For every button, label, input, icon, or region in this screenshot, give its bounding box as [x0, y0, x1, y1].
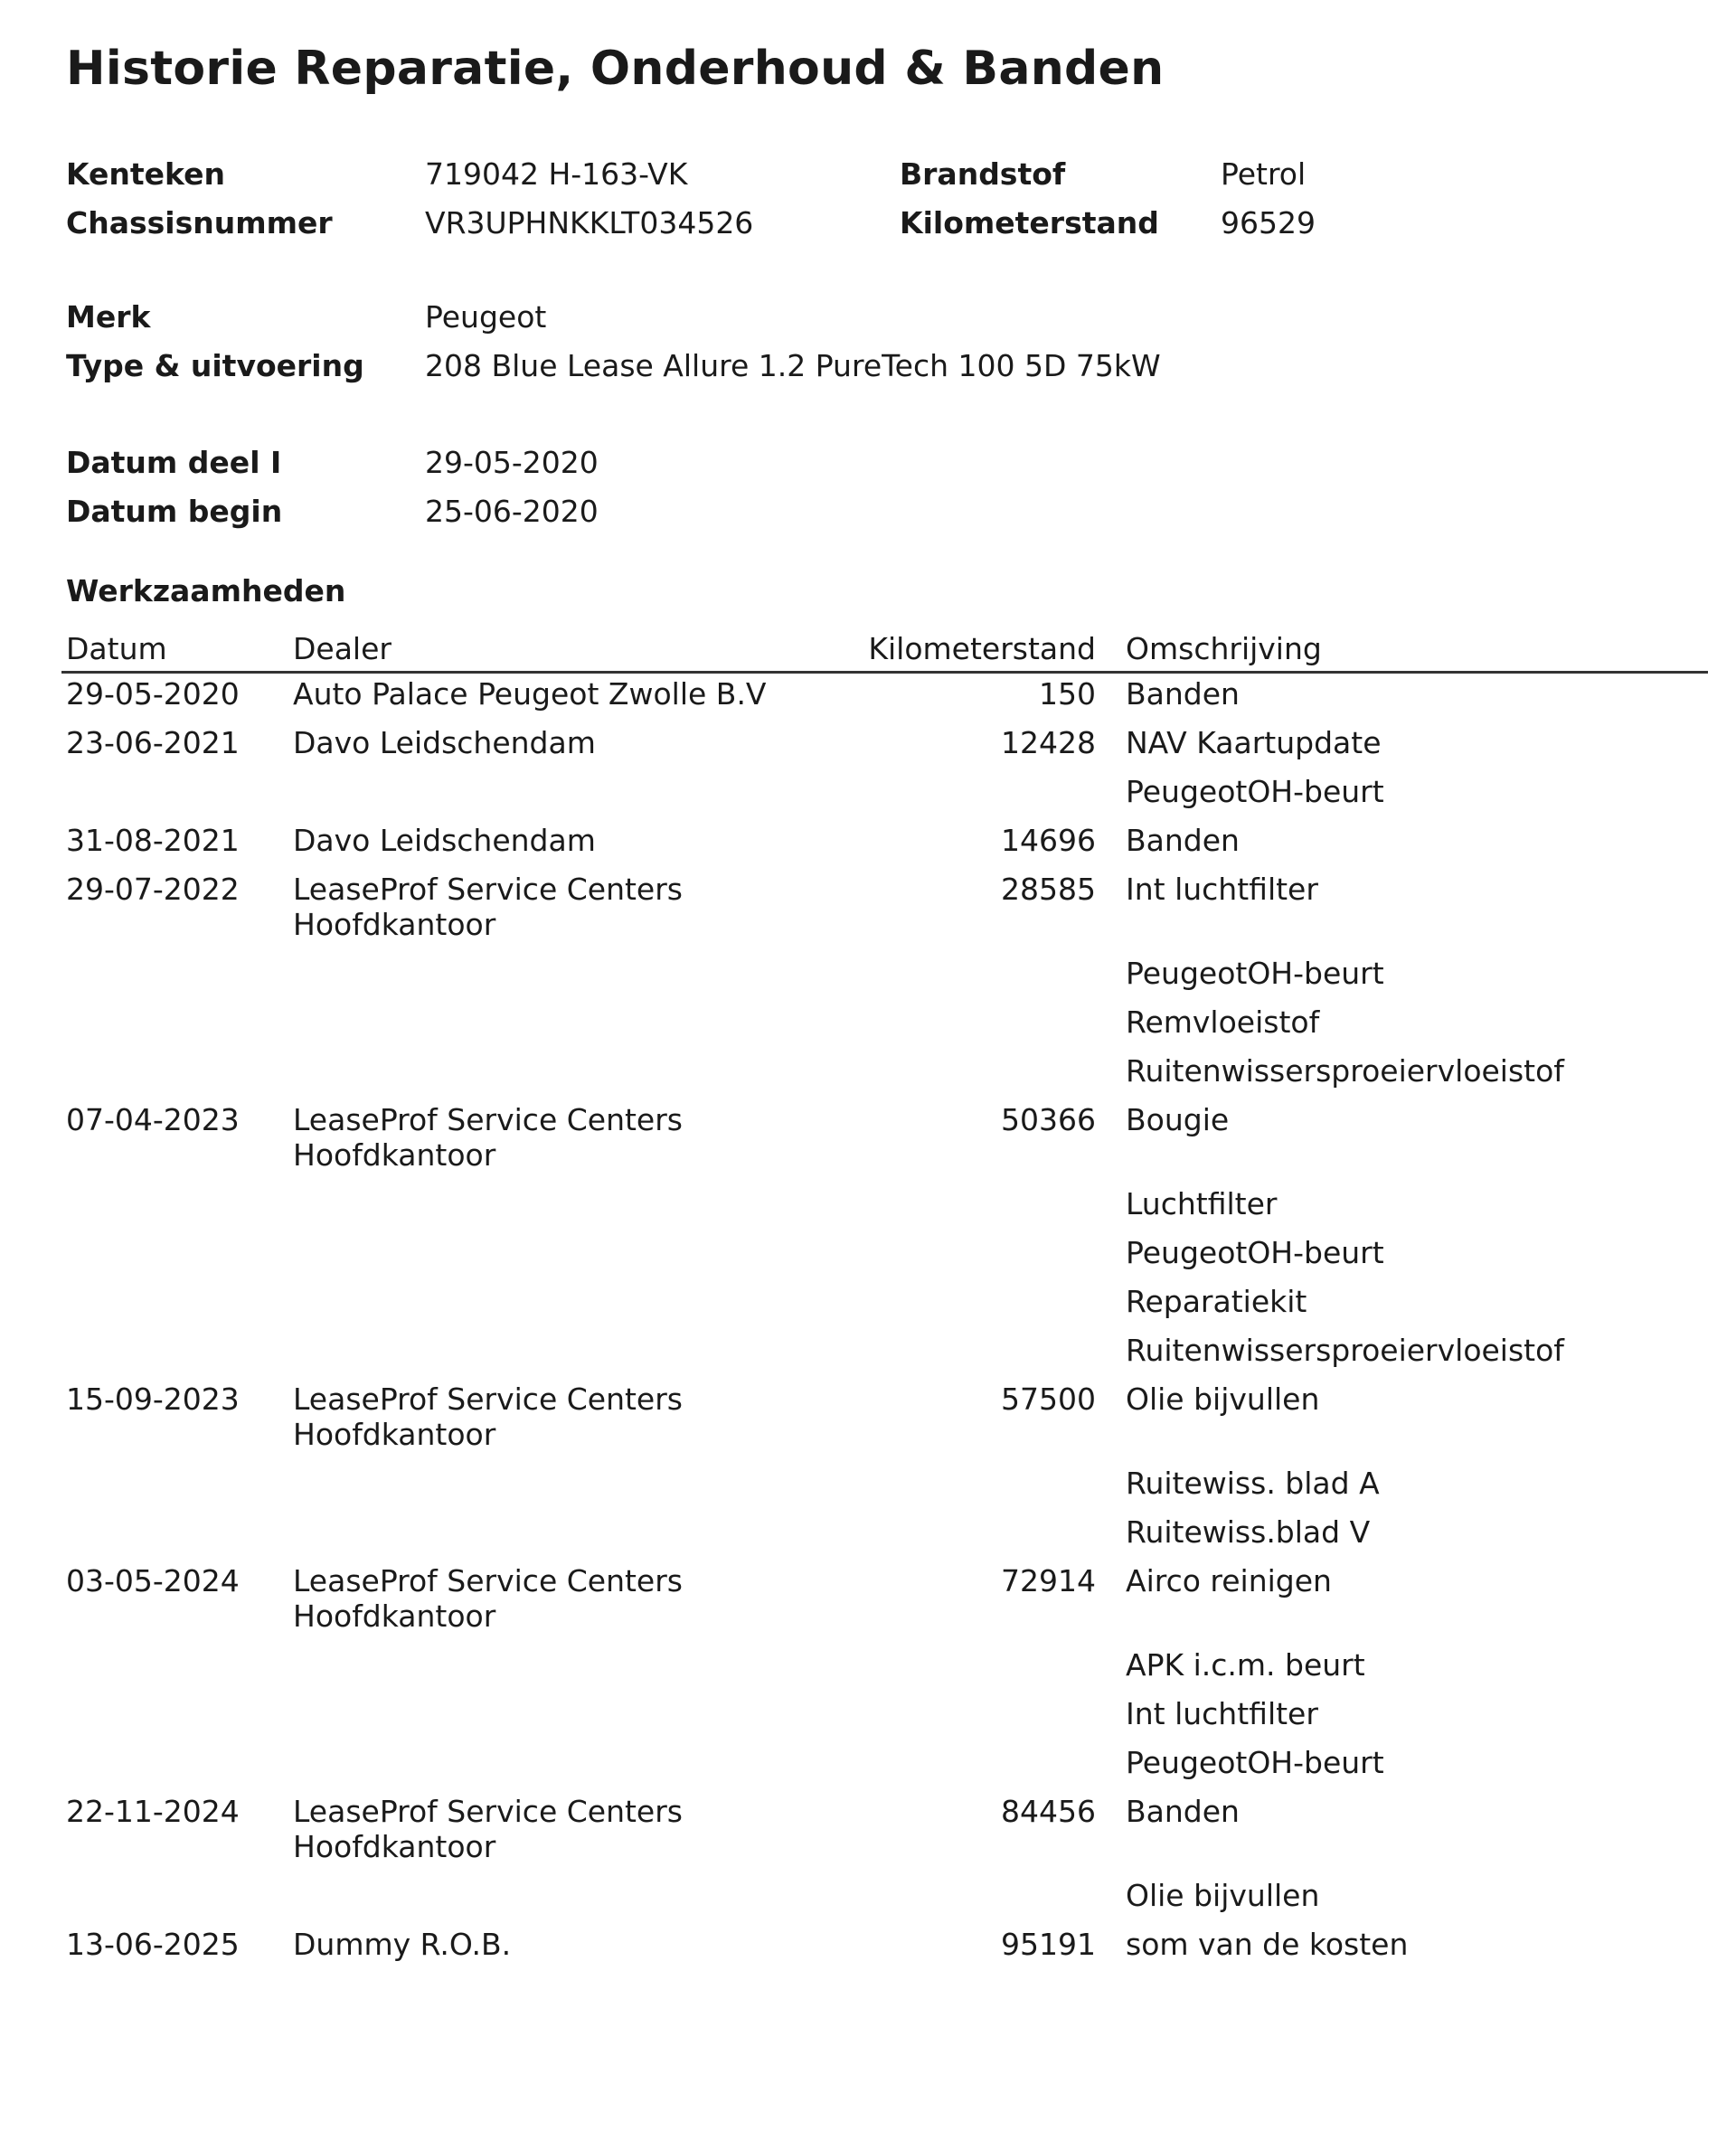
- row-dealer-line: Hoofdkantoor: [293, 1829, 496, 1864]
- row-dealer-line: LeaseProf Service Centers: [293, 872, 683, 907]
- row-kilometerstand: 95191: [1001, 1927, 1096, 1962]
- row-dealer-line: Davo Leidschendam: [293, 823, 596, 858]
- row-dealer: [293, 1102, 683, 1173]
- row-dealer-line: Dummy R.O.B.: [293, 1927, 512, 1962]
- omschrijving-item: Ruitenwissersproeiervloeistof: [1126, 1333, 1564, 1368]
- werkzaamheden-heading: Werkzaamheden: [66, 573, 346, 608]
- row-omschrijving: [1126, 872, 1564, 1102]
- row-dealer-line: Davo Leidschendam: [293, 725, 596, 760]
- type-uitvoering-value: 208 Blue Lease Allure 1.2 PureTech 100 5D 75kW: [425, 348, 1161, 383]
- omschrijving-item: Bougie: [1126, 1102, 1230, 1137]
- omschrijving-item: Remvloeistof: [1126, 1004, 1320, 1040]
- table-row: [0, 725, 1736, 823]
- omschrijving-item: Luchtfilter: [1126, 1186, 1278, 1221]
- kenteken-label: Kenteken: [66, 156, 225, 192]
- row-dealer-line: LeaseProf Service Centers: [293, 1794, 683, 1829]
- merk-value: Peugeot: [425, 299, 547, 335]
- omschrijving-item: NAV Kaartupdate: [1126, 725, 1382, 760]
- table-row: [0, 1102, 1736, 1381]
- page-title: Historie Reparatie, Onderhoud & Banden: [66, 42, 1165, 96]
- table-row: [0, 1794, 1736, 1927]
- kenteken-value: 719042 H-163-VK: [425, 156, 688, 192]
- row-omschrijving: [1126, 1102, 1564, 1381]
- row-omschrijving: [1126, 1927, 1408, 1975]
- column-header-datum: Datum: [66, 631, 167, 666]
- row-dealer-line: LeaseProf Service Centers: [293, 1563, 683, 1598]
- omschrijving-item: Ruitewiss. blad A: [1126, 1466, 1380, 1501]
- table-row: [0, 823, 1736, 872]
- omschrijving-item: som van de kosten: [1126, 1927, 1409, 1962]
- chassisnummer-value: VR3UPHNKKLT034526: [425, 205, 754, 240]
- omschrijving-item: PeugeotOH-beurt: [1126, 1745, 1384, 1780]
- omschrijving-item: PeugeotOH-beurt: [1126, 1235, 1384, 1270]
- row-dealer: [293, 1563, 683, 1634]
- row-kilometerstand: 28585: [1001, 872, 1096, 907]
- row-dealer-line: Hoofdkantoor: [293, 907, 496, 942]
- table-row: [0, 872, 1736, 1102]
- work-table-body: [0, 676, 1736, 1975]
- omschrijving-item: PeugeotOH-beurt: [1126, 774, 1384, 809]
- omschrijving-item: PeugeotOH-beurt: [1126, 956, 1384, 991]
- kilometerstand-value: 96529: [1221, 205, 1316, 240]
- omschrijving-item: Olie bijvullen: [1126, 1878, 1320, 1913]
- header-divider: [61, 671, 1708, 674]
- row-datum: 15-09-2023: [66, 1381, 240, 1417]
- table-row: [0, 1927, 1736, 1975]
- row-kilometerstand: 84456: [1001, 1794, 1096, 1829]
- datum-begin-value: 25-06-2020: [425, 494, 599, 529]
- row-kilometerstand: 150: [1039, 676, 1096, 712]
- row-dealer-line: LeaseProf Service Centers: [293, 1381, 683, 1417]
- column-header-dealer: Dealer: [293, 631, 392, 666]
- datum-deel-value: 29-05-2020: [425, 445, 599, 480]
- row-datum: 31-08-2021: [66, 823, 240, 858]
- row-omschrijving: [1126, 1794, 1319, 1927]
- omschrijving-item: Ruitewiss.blad V: [1126, 1514, 1371, 1550]
- row-kilometerstand: 57500: [1001, 1381, 1096, 1417]
- datum-begin-label: Datum begin: [66, 494, 283, 529]
- row-datum: 29-05-2020: [66, 676, 240, 712]
- row-datum: 07-04-2023: [66, 1102, 240, 1137]
- row-omschrijving: [1126, 725, 1384, 823]
- merk-label: Merk: [66, 299, 151, 335]
- datum-deel-label: Datum deel I: [66, 445, 282, 480]
- table-row: [0, 1381, 1736, 1563]
- omschrijving-item: Banden: [1126, 823, 1240, 858]
- row-dealer: [293, 872, 683, 942]
- row-datum: 22-11-2024: [66, 1794, 240, 1829]
- row-kilometerstand: 14696: [1001, 823, 1096, 858]
- omschrijving-item: Ruitenwissersproeiervloeistof: [1126, 1053, 1564, 1089]
- column-header-kilometerstand: Kilometerstand: [868, 631, 1096, 666]
- row-dealer-line: Auto Palace Peugeot Zwolle B.V: [293, 676, 767, 712]
- row-dealer-line: Hoofdkantoor: [293, 1598, 496, 1634]
- omschrijving-item: Banden: [1126, 1794, 1240, 1829]
- row-kilometerstand: 50366: [1001, 1102, 1096, 1137]
- omschrijving-item: Int luchtfilter: [1126, 872, 1318, 907]
- row-omschrijving: [1126, 676, 1240, 725]
- row-dealer: [293, 1381, 683, 1452]
- chassisnummer-label: Chassisnummer: [66, 205, 333, 240]
- row-omschrijving: [1126, 1381, 1380, 1563]
- row-dealer: [293, 1794, 683, 1864]
- omschrijving-item: Airco reinigen: [1126, 1563, 1332, 1598]
- brandstof-label: Brandstof: [900, 156, 1066, 192]
- row-dealer: [293, 1927, 511, 1962]
- omschrijving-item: Olie bijvullen: [1126, 1381, 1320, 1417]
- row-kilometerstand: 72914: [1001, 1563, 1096, 1598]
- row-dealer-line: Hoofdkantoor: [293, 1137, 496, 1173]
- row-dealer: [293, 676, 767, 712]
- table-row: [0, 1563, 1736, 1794]
- row-datum: 03-05-2024: [66, 1563, 240, 1598]
- type-uitvoering-label: Type & uitvoering: [66, 348, 364, 383]
- brandstof-value: Petrol: [1221, 156, 1307, 192]
- omschrijving-item: Int luchtfilter: [1126, 1696, 1318, 1731]
- row-dealer-line: LeaseProf Service Centers: [293, 1102, 683, 1137]
- row-dealer-line: Hoofdkantoor: [293, 1417, 496, 1452]
- column-header-omschrijving: Omschrijving: [1126, 631, 1322, 666]
- omschrijving-item: APK i.c.m. beurt: [1126, 1647, 1365, 1683]
- row-omschrijving: [1126, 823, 1240, 872]
- omschrijving-item: Reparatiekit: [1126, 1284, 1307, 1319]
- row-datum: 29-07-2022: [66, 872, 240, 907]
- table-row: [0, 676, 1736, 725]
- row-kilometerstand: 12428: [1001, 725, 1096, 760]
- row-omschrijving: [1126, 1563, 1384, 1794]
- row-dealer: [293, 823, 596, 858]
- row-datum: 23-06-2021: [66, 725, 240, 760]
- omschrijving-item: Banden: [1126, 676, 1240, 712]
- row-dealer: [293, 725, 596, 760]
- kilometerstand-label: Kilometerstand: [900, 205, 1159, 240]
- row-datum: 13-06-2025: [66, 1927, 240, 1962]
